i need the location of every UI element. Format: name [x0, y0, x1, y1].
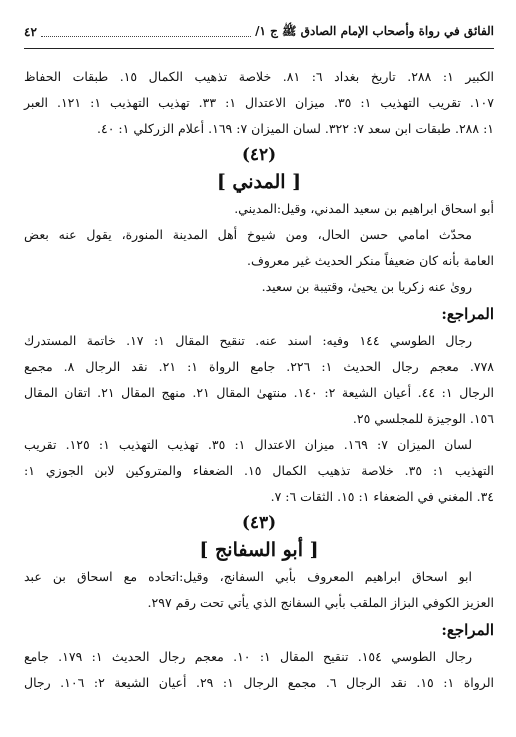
text-line: العامة بأنه كان ضعيفاً منكر الحديث غير معروف.	[246, 253, 494, 268]
header-leader-dots	[41, 28, 251, 37]
text-line: الكبير ١: ٢٨٨. تاريخ بغداد ٦: ٨١. خلاصة تذهيب الكمال ١٥. طبقات الحفاظ	[24, 69, 494, 84]
reference-line: ٧٧٨. معجم رجال الحديث ١: ٢٢٦. جامع الرواة ١: ٢١. نقد الرجال ٨. مجمع	[24, 359, 495, 374]
text-line: ابو اسحاق ابراهيم المعروف بأبي السفانج، وقيل:اتحاده مع اسحاق بن عبد	[24, 569, 472, 584]
reference-line: ١٥٦. الوجيزة للمجلسي ٢٥.	[352, 411, 494, 426]
entry-number: (٤٢)	[241, 145, 277, 165]
references-heading: المراجع:	[441, 621, 494, 639]
text-line: ١٠٧. تقريب التهذيب ١: ٣٥. ميزان الاعتدال ١: ٣٣. تهذيب التهذيب ١: ١٢١. العبر	[24, 95, 494, 110]
text-line: محدّث امامي حسن الحال، ومن شيوخ أهل المدينة المنورة، يقول عنه بعض	[24, 227, 472, 242]
entry-title: [ أبو السفانج ]	[199, 539, 319, 561]
page-number: ٤٢	[24, 25, 37, 39]
reference-line: الرواة ١: ١٥. نقد الرجال ٦. مجمع الرجال ١: ٢٩. أعيان الشيعة ٢: ١٠٦. رجال	[24, 675, 494, 690]
page-body	[24, 64, 494, 696]
reference-line: الرجال ١: ٤٤. أعيان الشيعة ٢: ١٤٠. منتهىٰ المقال ٢١. منهج المقال ٢١. اتقان المقال	[24, 385, 494, 400]
reference-line: التهذيب ١: ٣٥. خلاصة تذهيب الكمال ١٥. الضعفاء والمتروكين لابن الجوزي ١:	[24, 463, 495, 478]
entry-number: (٤٣)	[241, 513, 277, 533]
text-line: روىٰ عنه زكريا بن يحيىٰ، وقتيبة بن سعيد.	[261, 279, 472, 294]
text-line: أبو اسحاق ابراهيم بن سعيد المدني، وقيل:المديني.	[234, 201, 494, 216]
references-heading: المراجع:	[441, 305, 494, 323]
reference-line: لسان الميزان ٧: ١٦٩. ميزان الاعتدال ١: ٣٥. تهذيب التهذيب ١: ١٢٥. تقريب	[24, 437, 473, 452]
reference-line: ٣٤. المغني في الضعفاء ١: ١٥. الثقات ٦: ٧.	[270, 489, 494, 504]
entry-title: [ المدني ]	[216, 171, 302, 193]
text-line: ١: ٢٨٨. طبقات ابن سعد ٧: ٣٢٢. لسان الميزان ٧: ١٦٩. أعلام الزركلي ١: ٤٠.	[97, 121, 494, 136]
reference-line: رجال الطوسي ١٤٤ وفيه: اسند عنه. تنقيح المقال ١: ١٧. خاتمة المستدرك	[24, 333, 472, 348]
reference-line: رجال الطوسي ١٥٤. تنقيح المقال ١: ١٠. معجم رجال الحديث ١: ١٧٩. جامع	[24, 649, 472, 664]
header-title: الفائق في رواة وأصحاب الإمام الصادق ﷺ ج ١/	[255, 23, 494, 38]
text-line: العزيز الكوفي البزاز الملقب بأبي السفانج الذي يأتي تحت رقم ٢٩٧.	[147, 595, 494, 610]
running-header	[24, 22, 494, 49]
